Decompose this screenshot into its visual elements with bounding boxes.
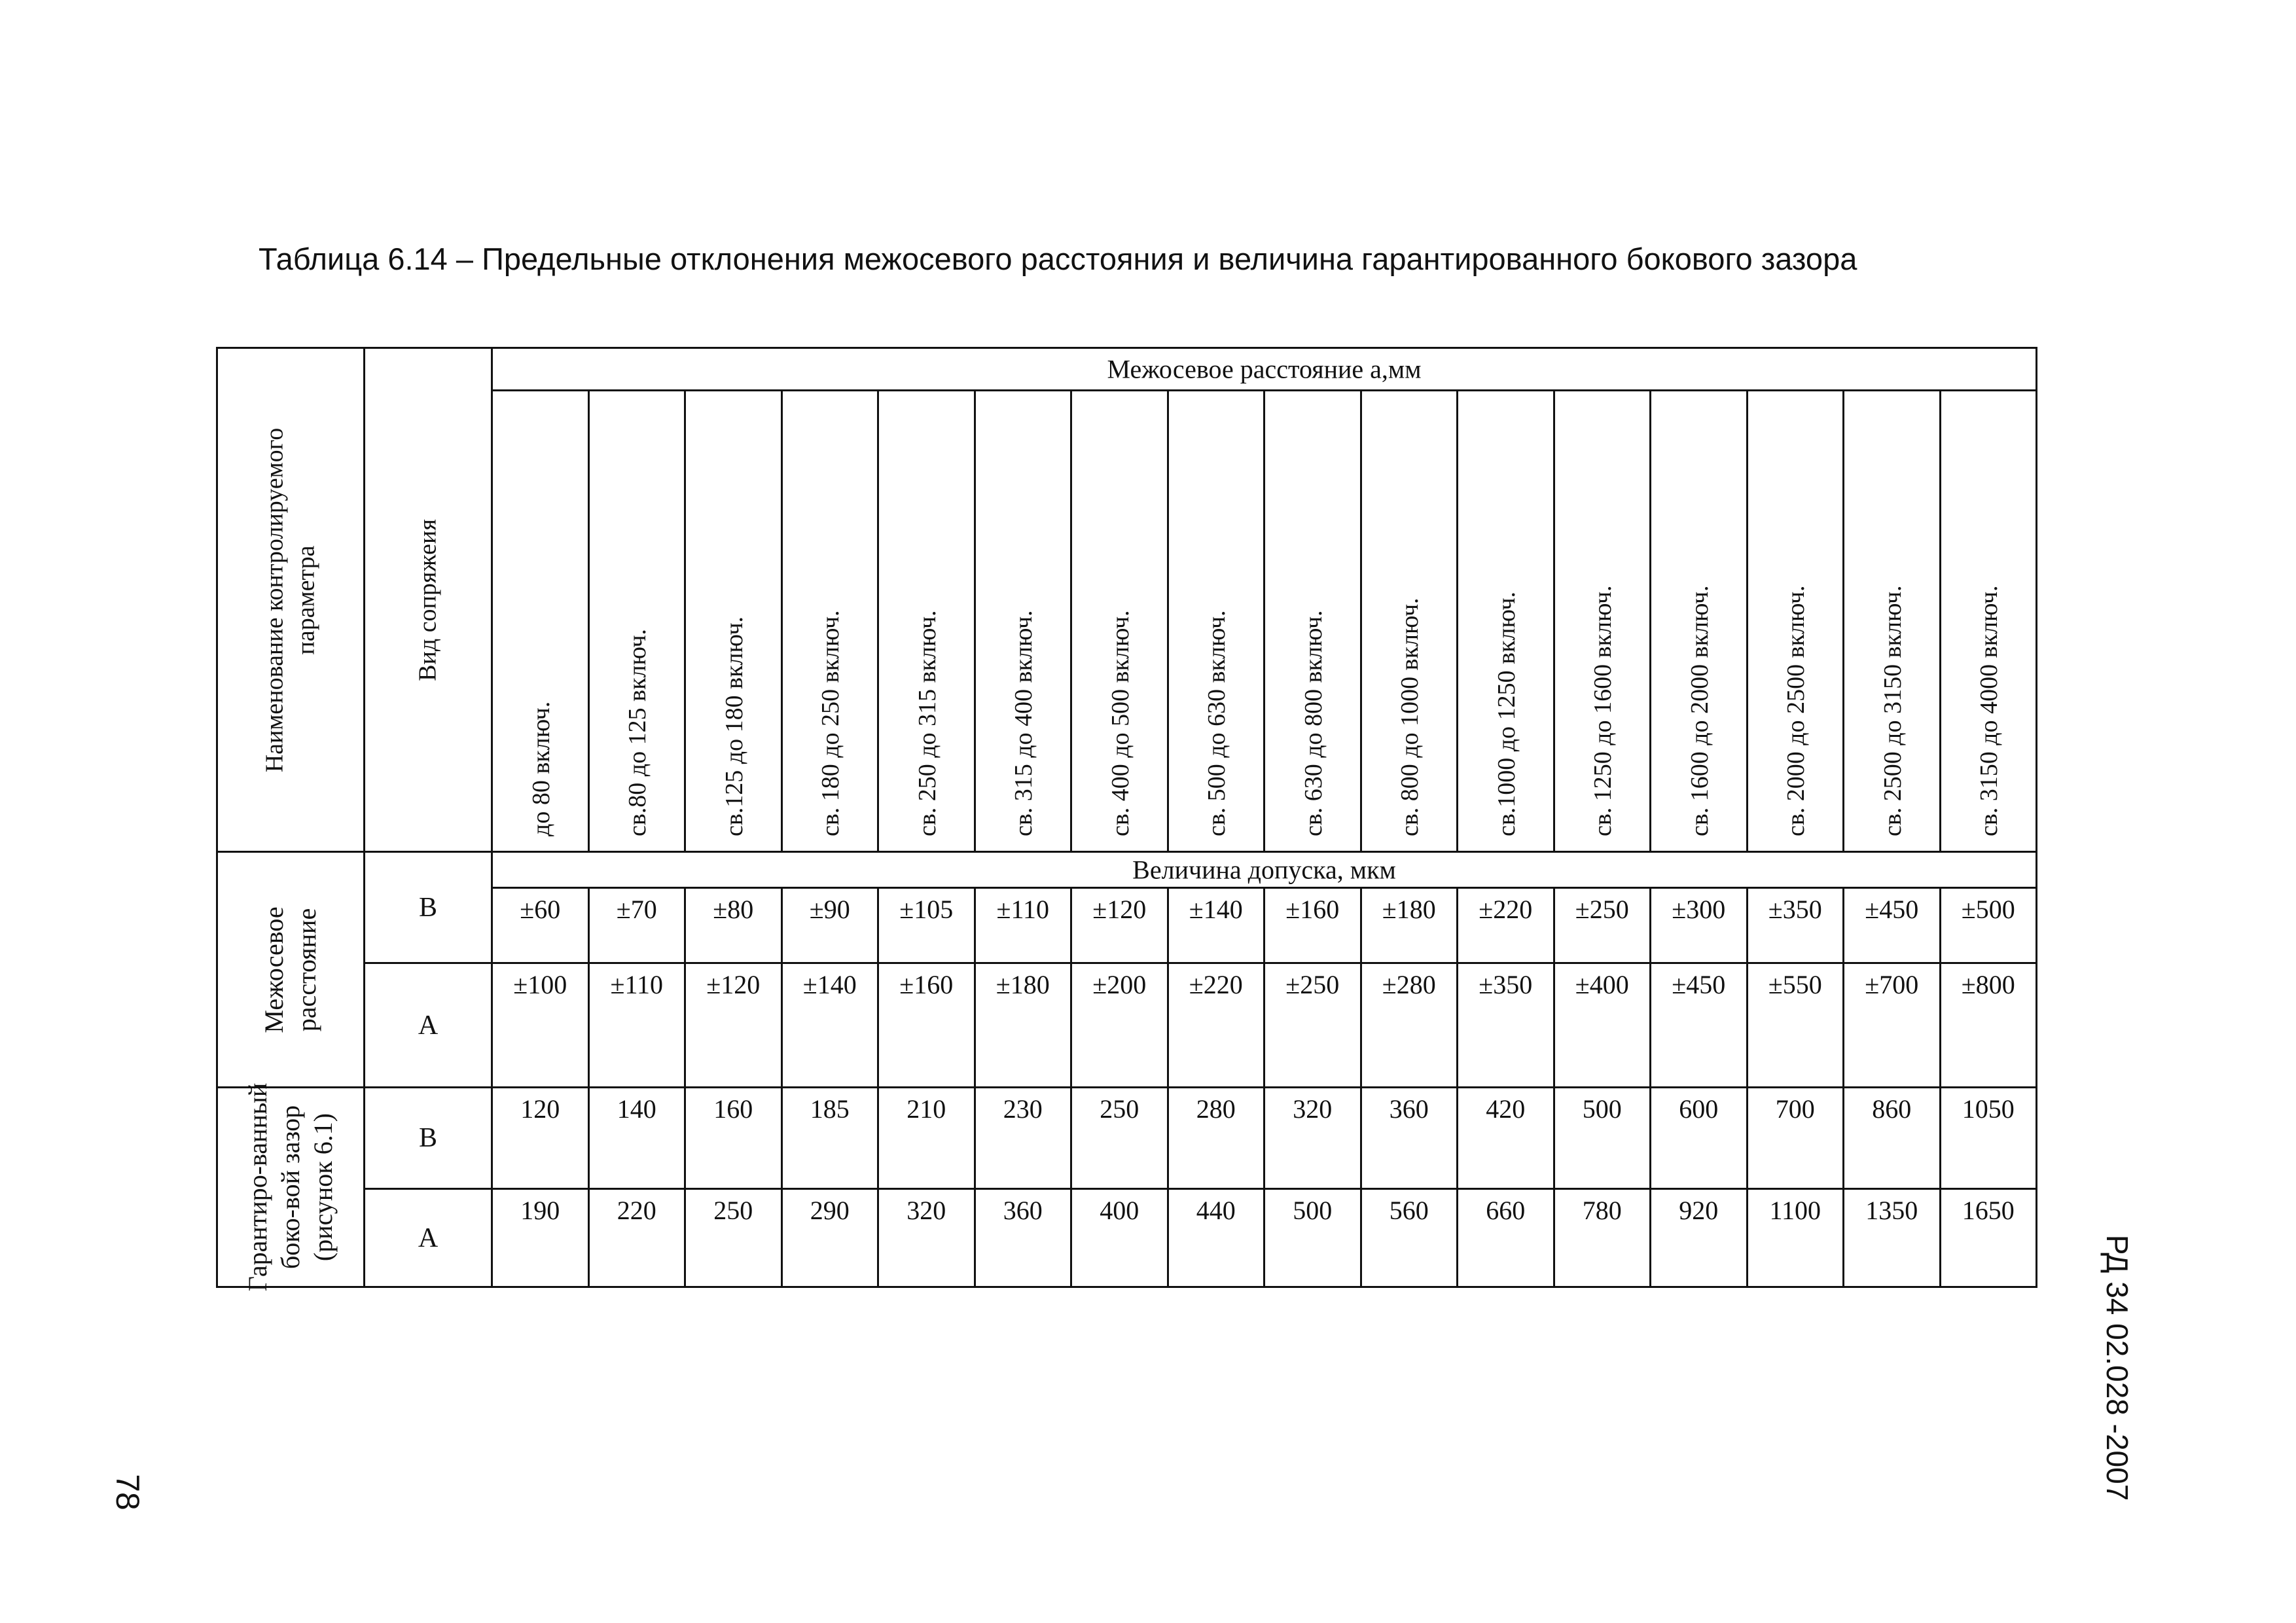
- value-text: 700: [1775, 1094, 1815, 1124]
- value-cell: [1456, 1188, 1555, 1288]
- column-label: св.125 до 180 включ.: [720, 616, 748, 836]
- value-cell: [1842, 962, 1941, 1088]
- value-text: 250: [1100, 1094, 1139, 1124]
- value-text: 1050: [1962, 1094, 2015, 1124]
- value-cell: [1263, 1086, 1362, 1190]
- value-cell: [1649, 1188, 1748, 1288]
- value-text: 360: [1003, 1196, 1043, 1225]
- value-text: 1100: [1769, 1196, 1821, 1225]
- value-text: 250: [713, 1196, 753, 1225]
- value-cell: [1842, 1086, 1941, 1190]
- value-text: ±220: [1189, 970, 1243, 999]
- column-label: св. 1250 до 1600 включ.: [1589, 585, 1617, 836]
- type-header-cell: [363, 347, 493, 853]
- value-cell: [1167, 1086, 1266, 1190]
- value-cell: [974, 962, 1073, 1088]
- column-header-7: [1167, 389, 1266, 853]
- fit-type: А: [418, 1222, 439, 1253]
- value-cell: [1263, 887, 1362, 964]
- column-header-10: [1456, 389, 1555, 853]
- value-cell: [1070, 962, 1169, 1088]
- value-cell: [588, 1188, 687, 1288]
- value-cell: [877, 887, 976, 964]
- value-cell: [588, 887, 687, 964]
- value-text: 320: [906, 1196, 946, 1225]
- value-text: 500: [1582, 1094, 1622, 1124]
- group-name-cell: [216, 851, 365, 1088]
- value-cell: [974, 887, 1073, 964]
- value-text: 440: [1196, 1196, 1236, 1225]
- value-text: ±120: [1092, 895, 1147, 924]
- distance-header: Межосевое расстояние а,мм: [1107, 354, 1422, 384]
- value-text: ±180: [1382, 895, 1436, 924]
- group-name-cell: [216, 1082, 365, 1292]
- value-cell: [1939, 1188, 2038, 1288]
- value-cell: [1553, 1188, 1652, 1288]
- value-text: ±60: [520, 895, 561, 924]
- value-cell: [781, 1188, 880, 1288]
- value-cell: [1939, 962, 2038, 1088]
- value-text: 920: [1679, 1196, 1719, 1225]
- column-header-13: [1746, 389, 1845, 853]
- value-text: 360: [1389, 1094, 1429, 1124]
- value-text: ±200: [1092, 970, 1147, 999]
- param-header: Наименование контролируемого параметра: [260, 427, 319, 772]
- value-text: ±700: [1865, 970, 1919, 999]
- value-cell: [1456, 1086, 1555, 1190]
- value-cell: [1553, 962, 1652, 1088]
- value-text: ±500: [1961, 895, 2015, 924]
- value-text: ±800: [1961, 970, 2015, 999]
- table-caption: Таблица 6.14 – Предельные отклонения межосевого расстояния и величина гарантированного бокового зазора: [259, 241, 1857, 276]
- value-cell: [781, 962, 880, 1088]
- tolerance-header: Величина допуска, мкм: [1132, 855, 1396, 885]
- value-cell: [1939, 887, 2038, 964]
- value-text: ±300: [1672, 895, 1726, 924]
- column-label: св. 630 до 800 включ.: [1299, 610, 1327, 836]
- value-cell: [1167, 962, 1266, 1088]
- value-text: 400: [1100, 1196, 1139, 1225]
- column-label: св. 2500 до 3150 включ.: [1878, 585, 1907, 836]
- value-cell: [1553, 887, 1652, 964]
- value-text: 280: [1196, 1094, 1236, 1124]
- param-header-cell: [216, 347, 365, 853]
- value-text: 500: [1293, 1196, 1333, 1225]
- page-number-text: 78: [109, 1474, 146, 1510]
- value-cell: [1070, 887, 1169, 964]
- value-text: 160: [713, 1094, 753, 1124]
- column-header-11: [1553, 389, 1652, 853]
- fit-type: А: [418, 1010, 439, 1041]
- value-cell: [974, 1086, 1073, 1190]
- group-name: Гарантиро-ванный боко-вой зазор (рисунок 6.1): [243, 1082, 338, 1292]
- value-text: 320: [1293, 1094, 1333, 1124]
- value-cell: [1649, 1086, 1748, 1190]
- value-text: ±90: [809, 895, 850, 924]
- document-id-text: РД 34 02.028 -2007: [2100, 1234, 2134, 1501]
- value-cell: [1070, 1086, 1169, 1190]
- column-label: св. 3150 до 4000 включ.: [1975, 585, 2003, 836]
- value-text: 290: [810, 1196, 850, 1225]
- value-cell: [491, 887, 590, 964]
- value-text: ±450: [1865, 895, 1919, 924]
- document-id: [2094, 1230, 2140, 1505]
- column-header-4: [877, 389, 976, 853]
- value-cell: [1456, 962, 1555, 1088]
- value-text: ±350: [1768, 895, 1822, 924]
- value-cell: [974, 1188, 1073, 1288]
- fit-type: В: [418, 892, 437, 923]
- value-cell: [1360, 1188, 1459, 1288]
- value-cell: [1360, 962, 1459, 1088]
- value-text: ±110: [610, 970, 663, 999]
- value-text: ±280: [1382, 970, 1436, 999]
- value-cell: [1553, 1086, 1652, 1190]
- column-label: св. 315 до 400 включ.: [1010, 610, 1038, 836]
- value-cell: [781, 1086, 880, 1190]
- value-cell: [1746, 962, 1845, 1088]
- value-text: ±350: [1479, 970, 1533, 999]
- column-label: до 80 включ.: [527, 701, 555, 836]
- column-label: св. 180 до 250 включ.: [817, 610, 845, 836]
- column-label: св.80 до 125 включ.: [624, 628, 652, 836]
- column-label: св. 250 до 315 включ.: [913, 610, 941, 836]
- fit-type-cell: [363, 1188, 493, 1288]
- value-text: 220: [617, 1196, 656, 1225]
- value-text: 210: [906, 1094, 946, 1124]
- fit-type-cell: [363, 962, 493, 1088]
- value-cell: [588, 1086, 687, 1190]
- column-label: св. 400 до 500 включ.: [1106, 610, 1134, 836]
- value-cell: [684, 962, 783, 1088]
- page-number: [105, 1459, 151, 1525]
- value-cell: [781, 887, 880, 964]
- value-cell: [1842, 887, 1941, 964]
- value-cell: [491, 1086, 590, 1190]
- column-header-15: [1939, 389, 2038, 853]
- tolerance-header-cell: [491, 851, 2037, 889]
- column-header-0: [491, 389, 590, 853]
- value-text: ±450: [1672, 970, 1726, 999]
- value-text: ±400: [1575, 970, 1629, 999]
- value-cell: [1070, 1188, 1169, 1288]
- value-cell: [1842, 1188, 1941, 1288]
- value-text: ±220: [1479, 895, 1533, 924]
- distance-header-cell: [491, 347, 2037, 391]
- column-label: св. 1600 до 2000 включ.: [1685, 585, 1713, 836]
- value-text: ±160: [1285, 895, 1340, 924]
- column-header-14: [1842, 389, 1941, 853]
- value-text: ±180: [996, 970, 1050, 999]
- column-header-1: [588, 389, 687, 853]
- fit-type-cell: [363, 1086, 493, 1190]
- column-label: св. 2000 до 2500 включ.: [1782, 585, 1810, 836]
- value-text: ±140: [802, 970, 857, 999]
- value-text: 1650: [1962, 1196, 2015, 1225]
- value-text: 660: [1486, 1196, 1526, 1225]
- value-cell: [1263, 1188, 1362, 1288]
- value-cell: [1649, 962, 1748, 1088]
- fit-type-cell: [363, 851, 493, 964]
- value-text: ±100: [513, 970, 567, 999]
- value-text: 1350: [1865, 1196, 1918, 1225]
- value-text: 120: [520, 1094, 560, 1124]
- column-header-3: [781, 389, 880, 853]
- value-cell: [491, 1188, 590, 1288]
- value-text: 185: [810, 1094, 850, 1124]
- value-cell: [1939, 1086, 2038, 1190]
- value-text: ±250: [1285, 970, 1340, 999]
- value-text: ±120: [706, 970, 761, 999]
- value-text: ±160: [899, 970, 954, 999]
- value-text: 230: [1003, 1094, 1043, 1124]
- value-cell: [1746, 1086, 1845, 1190]
- column-label: св.1000 до 1250 включ.: [1492, 591, 1520, 836]
- value-cell: [588, 962, 687, 1088]
- value-cell: [1360, 887, 1459, 964]
- column-header-6: [1070, 389, 1169, 853]
- type-header: Вид сопряжеия: [414, 518, 442, 681]
- value-text: 780: [1582, 1196, 1622, 1225]
- value-text: 190: [520, 1196, 560, 1225]
- value-text: ±140: [1189, 895, 1243, 924]
- column-label: св. 800 до 1000 включ.: [1396, 597, 1424, 836]
- value-cell: [1456, 887, 1555, 964]
- group-name: Межосевое расстояние: [259, 906, 321, 1033]
- column-header-12: [1649, 389, 1748, 853]
- column-header-2: [684, 389, 783, 853]
- column-header-5: [974, 389, 1073, 853]
- value-text: ±105: [899, 895, 954, 924]
- value-cell: [1746, 887, 1845, 964]
- value-text: ±80: [713, 895, 754, 924]
- value-cell: [684, 887, 783, 964]
- value-cell: [1263, 962, 1362, 1088]
- column-header-9: [1360, 389, 1459, 853]
- value-text: ±550: [1768, 970, 1822, 999]
- value-text: ±70: [616, 895, 657, 924]
- column-header-8: [1263, 389, 1362, 853]
- value-text: 600: [1679, 1094, 1719, 1124]
- value-cell: [1649, 887, 1748, 964]
- value-cell: [1746, 1188, 1845, 1288]
- value-cell: [877, 1086, 976, 1190]
- fit-type: В: [418, 1123, 437, 1153]
- value-cell: [877, 1188, 976, 1288]
- value-text: 420: [1486, 1094, 1526, 1124]
- value-cell: [684, 1086, 783, 1190]
- value-cell: [684, 1188, 783, 1288]
- value-text: ±110: [996, 895, 1049, 924]
- value-text: 140: [617, 1094, 656, 1124]
- value-cell: [1360, 1086, 1459, 1190]
- value-text: 860: [1872, 1094, 1912, 1124]
- column-label: св. 500 до 630 включ.: [1203, 610, 1231, 836]
- value-cell: [491, 962, 590, 1088]
- value-cell: [1167, 1188, 1266, 1288]
- value-cell: [1167, 887, 1266, 964]
- value-text: 560: [1389, 1196, 1429, 1225]
- value-text: ±250: [1575, 895, 1629, 924]
- value-cell: [877, 962, 976, 1088]
